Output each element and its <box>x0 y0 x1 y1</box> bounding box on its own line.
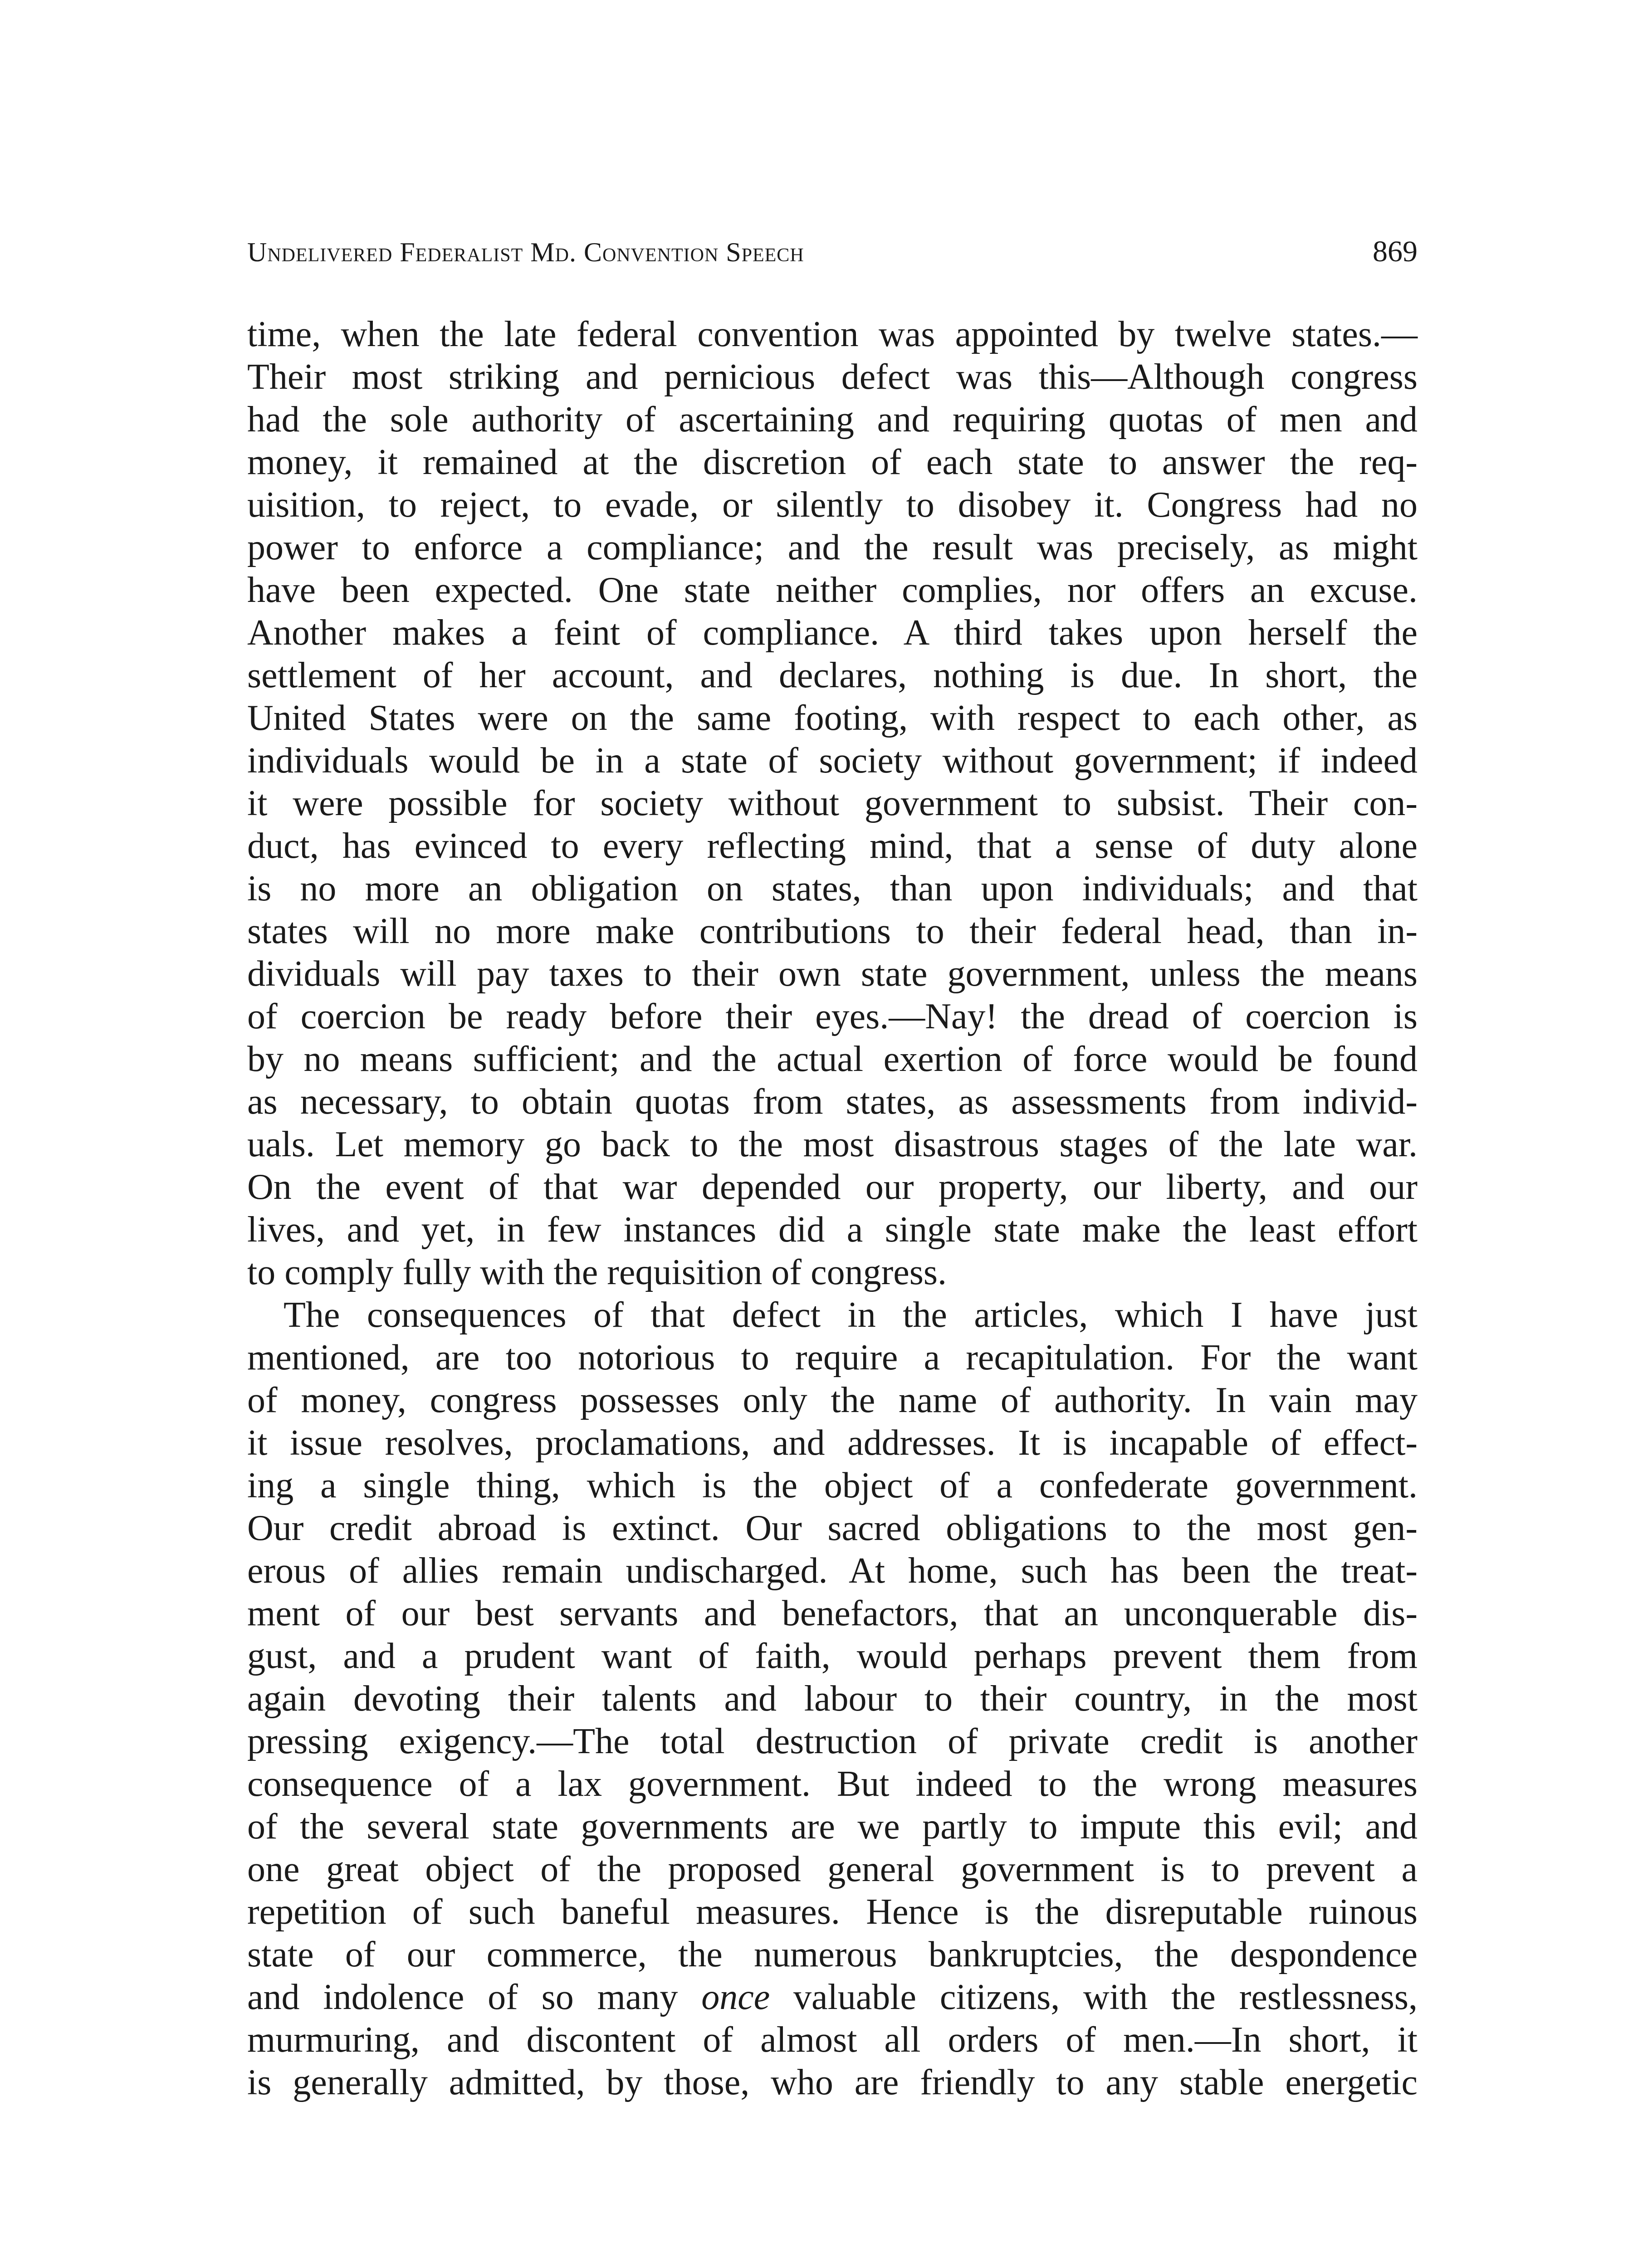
text-run: valuable citizens, with the restlessness, <box>770 1977 1418 2017</box>
text-line: pressing exigency.—The total destruction of private credit is another <box>247 1721 1418 1761</box>
text-line: as necessary, to obtain quotas from states, as assessments from individ- <box>247 1082 1418 1122</box>
text-line: Their most striking and pernicious defect was this—Although congress <box>247 357 1418 397</box>
paragraph <box>247 313 1418 1294</box>
text-line: individuals would be in a state of society without government; if indeed <box>247 741 1418 781</box>
text-line: it issue resolves, proclamations, and addresses. It is incapable of effect- <box>247 1423 1418 1463</box>
text-line: Another makes a feint of compliance. A third takes upon herself the <box>247 613 1418 653</box>
text-line: states will no more make contributions to their federal head, than in- <box>247 911 1418 951</box>
text-line: power to enforce a compliance; and the result was precisely, as might <box>247 528 1418 567</box>
text-line: had the sole authority of ascertaining and requiring quotas of men and <box>247 400 1418 440</box>
text-line: erous of allies remain undischarged. At home, such has been the treat- <box>247 1551 1418 1591</box>
text-line: ment of our best servants and benefactors, that an unconquerable dis- <box>247 1593 1418 1633</box>
text-line: uisition, to reject, to evade, or silently to disobey it. Congress had no <box>247 485 1418 525</box>
text-line: by no means sufficient; and the actual exertion of force would be found <box>247 1039 1418 1079</box>
text-line: Our credit abroad is extinct. Our sacred obligations to the most gen- <box>247 1508 1418 1548</box>
running-head-title: Undelivered Federalist Md. Convention Speech <box>247 237 804 267</box>
italic-word: once <box>701 1977 770 2017</box>
text-line <box>247 1976 1418 2019</box>
text-line: United States were on the same footing, with respect to each other, as <box>247 698 1418 738</box>
text-line: to comply fully with the requisition of congress. <box>247 1252 947 1292</box>
text-line: settlement of her account, and declares, nothing is due. In short, the <box>247 655 1418 695</box>
text-line: state of our commerce, the numerous bankruptcies, the despondence <box>247 1935 1418 1975</box>
page-number: 869 <box>1373 235 1418 268</box>
text-line: is no more an obligation on states, than upon individuals; and that <box>247 869 1418 909</box>
text-line: gust, and a prudent want of faith, would perhaps prevent them from <box>247 1636 1418 1676</box>
text-line: duct, has evinced to every reflecting mind, that a sense of duty alone <box>247 826 1418 866</box>
running-head <box>247 231 1418 272</box>
text-line: one great object of the proposed general government is to prevent a <box>247 1849 1418 1889</box>
text-line: mentioned, are too notorious to require a recapitulation. For the want <box>247 1338 1418 1378</box>
text-line: is generally admitted, by those, who are friendly to any stable energetic <box>247 2063 1418 2102</box>
text-line: dividuals will pay taxes to their own state government, unless the means <box>247 954 1418 994</box>
text-line: uals. Let memory go back to the most disastrous stages of the late war. <box>247 1124 1418 1164</box>
text-line: On the event of that war depended our property, our liberty, and our <box>247 1167 1418 1207</box>
text-line: ing a single thing, which is the object of a confederate government. <box>247 1466 1418 1505</box>
text-line: murmuring, and discontent of almost all orders of men.—In short, it <box>247 2020 1418 2060</box>
text-line: of money, congress possesses only the name of authority. In vain may <box>247 1380 1418 1420</box>
text-line: time, when the late federal convention was appointed by twelve states.— <box>247 314 1418 354</box>
text-line: consequence of a lax government. But indeed to the wrong measures <box>247 1764 1418 1804</box>
text-line: of coercion be ready before their eyes.—Nay! the dread of coercion is <box>247 997 1418 1036</box>
text-line: it were possible for society without government to subsist. Their con- <box>247 783 1418 823</box>
text-line: The consequences of that defect in the articles, which I have just <box>284 1295 1418 1335</box>
text-line: again devoting their talents and labour to their country, in the most <box>247 1679 1418 1719</box>
body-text <box>247 313 1418 2104</box>
text-run: and indolence of so many <box>247 1977 702 2017</box>
text-line: repetition of such baneful measures. Hence is the disreputable ruinous <box>247 1892 1418 1932</box>
text-line: of the several state governments are we partly to impute this evil; and <box>247 1807 1418 1847</box>
text-line: lives, and yet, in few instances did a single state make the least effort <box>247 1210 1418 1250</box>
paragraph <box>247 1294 1418 2104</box>
text-line: money, it remained at the discretion of each state to answer the req- <box>247 442 1418 482</box>
text-line: have been expected. One state neither complies, nor offers an excuse. <box>247 570 1418 610</box>
